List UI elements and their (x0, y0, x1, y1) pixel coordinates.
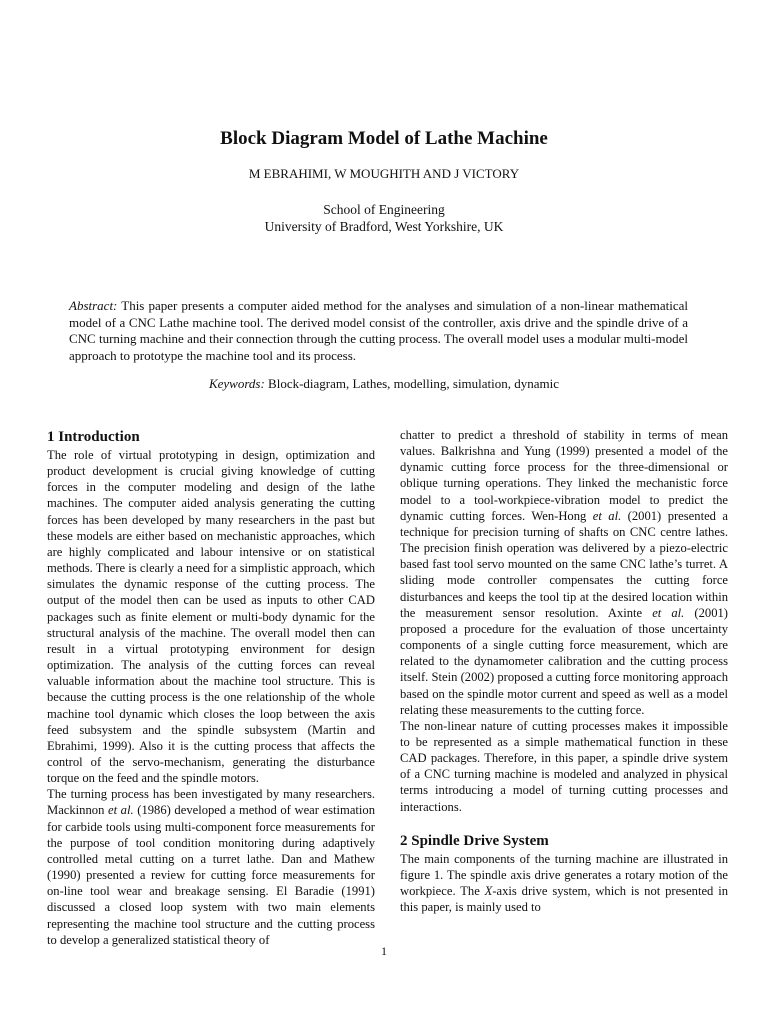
abstract (69, 298, 688, 364)
right-column (400, 427, 728, 915)
affiliation-block (0, 201, 768, 235)
section-heading-spindle-drive: 2 Spindle Drive System (400, 832, 549, 849)
paper-authors: M EBRAHIMI, W MOUGHITH AND J VICTORY (248, 166, 520, 181)
paper-title: Block Diagram Model of Lathe Machine (220, 128, 548, 149)
affiliation-university: University of Bradford, West Yorkshire, UK (264, 219, 504, 234)
intro-paragraph-4: The non-linear nature of cutting processes makes it impossible to be represented as a simple mathematical function in these CAD packages. Therefore, in this paper, a spindle drive system of a CNC turning machine is modeled and analyzed in physical terms introducing a model of turning cutting processes and interactions. (400, 718, 728, 814)
intro-paragraph-2: The turning process has been investigated by many researchers. Mackinnon et al. (1986) developed a method of wear estimation for carbide tools using multi-component force measurements for the purpose of tool condition monitoring during adaptively controlled metal cutting on a turret lathe. Dan and Mathew (1990) presented a review for cutting force measurements for on-line tool wear and breakage sensing. El Baradie (1991) discussed a closed loop system with two main elements representing the machine tool structure and the cutting process to develop a generalized statistical theory of (47, 787, 376, 947)
page-number: 1 (381, 944, 387, 958)
left-column (47, 427, 375, 948)
intro-paragraph-3: chatter to predict a threshold of stability in terms of mean values. Balkrishna and Yung (1999) presented a model of the dynamic cutting force process for the three-dimensional or oblique turning operations. They linked the mechanistic force model to a tool-workpiece-vibration model to predict the dynamic cutting forces. Wen-Hong et al. (2001) presented a technique for precision turning of shafts on CNC centre lathes. The precision finish operation was delivered by a piezo-electric based fast tool servo mounted on the same CNC lathe’s turret. A sliding mode controller compensates the cutting force disturbances and keeps the tool tip at the desired location within the measurement sensor resolution. Axinte et al. (2001) proposed a procedure for the evaluation of those uncertainty components of a single cutting force measurement, which are related to the dynamometer calibration and the cutting process itself. Stein (2002) proposed a cutting force monitoring approach based on the spindle motor current and speed as well as a model relating these measurements to the cutting force. (400, 428, 729, 717)
keywords (0, 376, 768, 392)
abstract-label: Abstract: (69, 298, 118, 313)
section-heading-introduction: 1 Introduction (47, 429, 140, 445)
section-gap (400, 815, 728, 831)
abstract-text: This paper presents a computer aided method for the analyses and simulation of a non-linear mathematical model of a CNC Lathe machine tool. The derived model consist of the controller, axis drive and the spindle drive of a CNC turning machine and their connection through the cutting process. The overall model uses a modular multi-model approach to prototype the machine tool and its process. (69, 298, 688, 363)
spindle-paragraph-1: The main components of the turning machine are illustrated in figure 1. The spindle axis drive generates a rotary motion of the workpiece. The X-axis drive system, which is not presented in this paper, is mainly used to (400, 851, 728, 915)
keywords-text: Block-diagram, Lathes, modelling, simulation, dynamic (264, 376, 560, 391)
intro-paragraph-1: The role of virtual prototyping in design, optimization and product development is crucial giving knowledge of cutting forces in the computer modeling and design of the lathe machines. The computer aided analysis generating the cutting forces has been developed by many researchers in the past but these models are either based on mechanistic approaches, which are highly complicated and labour intensive or on statistical methods. There is clearly a need for a simplistic approach, which simulates the dynamic response of the cutting process. The output of the model then can be used as inputs to other CAD packages such as finite element or multi-body dynamic for the structural analysis of the machine. The overall model then can result in a virtual prototyping environment for design optimization. The analysis of the cutting forces can reveal valuable information about the machine tool structure. This is because the cutting process is the one relationship of the whole machine tool dynamic which closes the loop between the axis feed subsystem and the spindle subsystem (Martin and Ebrahimi, 1999). Also it is the cutting process that affects the control of the servo-mechanism, generating the disturbance torque on the feed and the spindle motors. (47, 448, 375, 786)
keywords-label: Keywords: (208, 376, 265, 391)
affiliation-school: School of Engineering (323, 202, 445, 217)
